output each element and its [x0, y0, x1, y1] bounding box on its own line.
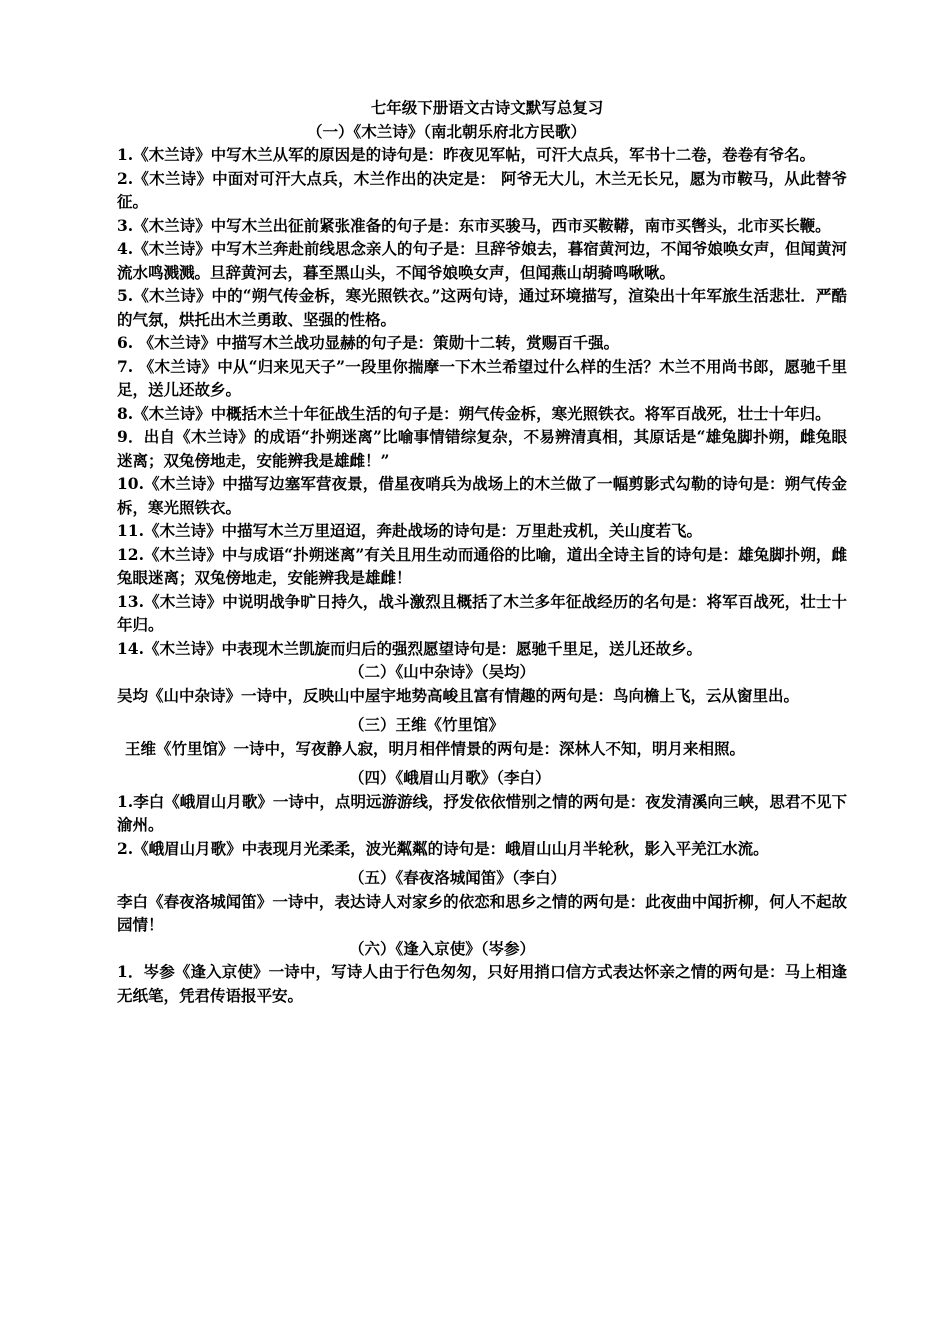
question-item: 1．岑参《逢入京使》一诗中，写诗人由于行色匆匆，只好用捎口信方式表达怀亲之情的两句是：马上相逢无纸笔，凭君传语报平安。 [117, 962, 847, 1005]
question-item: 8.《木兰诗》中概括木兰十年征战生活的句子是：朔气传金柝，寒光照铁衣。将军百战死，壮士十年归。 [117, 403, 831, 423]
question-item: 3.《木兰诗》中写木兰出征前紧张准备的句子是：东市买骏马，西市买鞍鞯，南市买辔头，北市买长鞭。 [117, 215, 831, 235]
section-mulan [117, 120, 847, 661]
section-feng-rujing-shi [117, 937, 847, 1008]
question-item: 9．出自《木兰诗》的成语“扑朔迷离”比喻事情错综复杂，不易辨清真相，其原话是“雄兔脚扑朔，雌兔眼迷离；双兔傍地走，安能辨我是雄雌！” [117, 427, 847, 470]
question-item: 1.《木兰诗》中写木兰从军的原因是的诗句是：昨夜见军帖，可汗大点兵，军书十二卷，卷卷有爷名。 [117, 145, 816, 164]
section-heading: （二）《山中杂诗》（吴均） [349, 662, 536, 681]
question-item: 李白《春夜洛城闻笛》一诗中，表达诗人对家乡的依恋和思乡之情的两句是：此夜曲中闻折柳，何人不起故园情！ [117, 891, 847, 934]
document-title: 七年级下册语文古诗文默写总复习 [370, 98, 604, 117]
question-item: 6. 《木兰诗》中描写木兰战功显赫的句子是：策勋十二转，赏赐百千强。 [117, 333, 620, 352]
question-item: 10.《木兰诗》中描写边塞军营夜景，借星夜哨兵为战场上的木兰做了一幅剪影式勾勒的诗句是：朔气传金柝，寒光照铁衣。 [117, 474, 847, 517]
section-heading: （六）《逢入京使》（岑参） [349, 938, 536, 958]
question-item: 王维《竹里馆》一诗中，写夜静人寂，明月相伴情景的两句是：深林人不知，明月来相照。 [125, 738, 746, 758]
document-page [117, 96, 847, 1007]
question-item: 14.《木兰诗》中表现木兰凯旋而归后的强烈愿望诗句是：愿驰千里足，送儿还故乡。 [117, 638, 702, 658]
question-item: 4.《木兰诗》中写木兰奔赴前线思念亲人的句子是：旦辞爷娘去，暮宿黄河边，不闻爷娘唤女声，但闻黄河流水鸣溅溅。旦辞黄河去，暮至黑山头，不闻爷娘唤女声，但闻燕山胡骑鸣啾啾。 [117, 239, 847, 282]
question-item: 1.李白《峨眉山月歌》一诗中，点明远游游线，抒发依依惜别之情的两句是：夜发清溪向三峡，思君不见下渝州。 [117, 791, 847, 834]
section-shanzhong-zashi [117, 660, 847, 707]
section-heading: （五）《春夜洛城闻笛》（李白） [349, 868, 567, 887]
question-item: 7. 《木兰诗》中从“归来见天子”一段里你揣摩一下木兰希望过什么样的生活？木兰不用尚书郎，愿驰千里足，送儿还故乡。 [117, 356, 847, 399]
question-item: 12.《木兰诗》中与成语“扑朔迷离”有关且用生动而通俗的比喻，道出全诗主旨的诗句是：雄兔脚扑朔，雌兔眼迷离；双兔傍地走，安能辨我是雄雌！ [117, 544, 847, 587]
section-heading: （四）《峨眉山月歌》（李白） [349, 768, 551, 787]
section-zhuli-guan [117, 713, 847, 760]
section-heading: （三）王维《竹里馆》 [349, 715, 505, 734]
question-item: 2.《峨眉山月歌》中表现月光柔柔，波光粼粼的诗句是：峨眉山山月半轮秋，影入平羌江水流。 [117, 838, 769, 858]
section-emei-shanyue-ge [117, 766, 847, 860]
section-chunye-luocheng-wendi [117, 866, 847, 937]
question-item: 2.《木兰诗》中面对可汗大点兵，木兰作出的决定是： 阿爷无大儿，木兰无长兄，愿为市鞍马，从此替爷征。 [117, 168, 847, 211]
question-item: 13.《木兰诗》中说明战争旷日持久，战斗激烈且概括了木兰多年征战经历的名句是：将军百战死，壮士十年归。 [117, 591, 847, 634]
question-item: 5.《木兰诗》中的“朔气传金柝，寒光照铁衣。”这两句诗，通过环境描写，渲染出十年军旅生活悲壮．严酷的气氛，烘托出木兰勇敢、坚强的性格。 [117, 286, 847, 329]
section-heading: （一）《木兰诗》（南北朝乐府北方民歌） [307, 121, 587, 141]
question-item: 吴均《山中杂诗》一诗中，反映山中屋宇地势高峻且富有情趣的两句是：鸟向檐上飞，云从窗里出。 [117, 685, 800, 705]
question-item: 11.《木兰诗》中描写木兰万里迢迢，奔赴战场的诗句是：万里赴戎机，关山度若飞。 [117, 521, 702, 540]
